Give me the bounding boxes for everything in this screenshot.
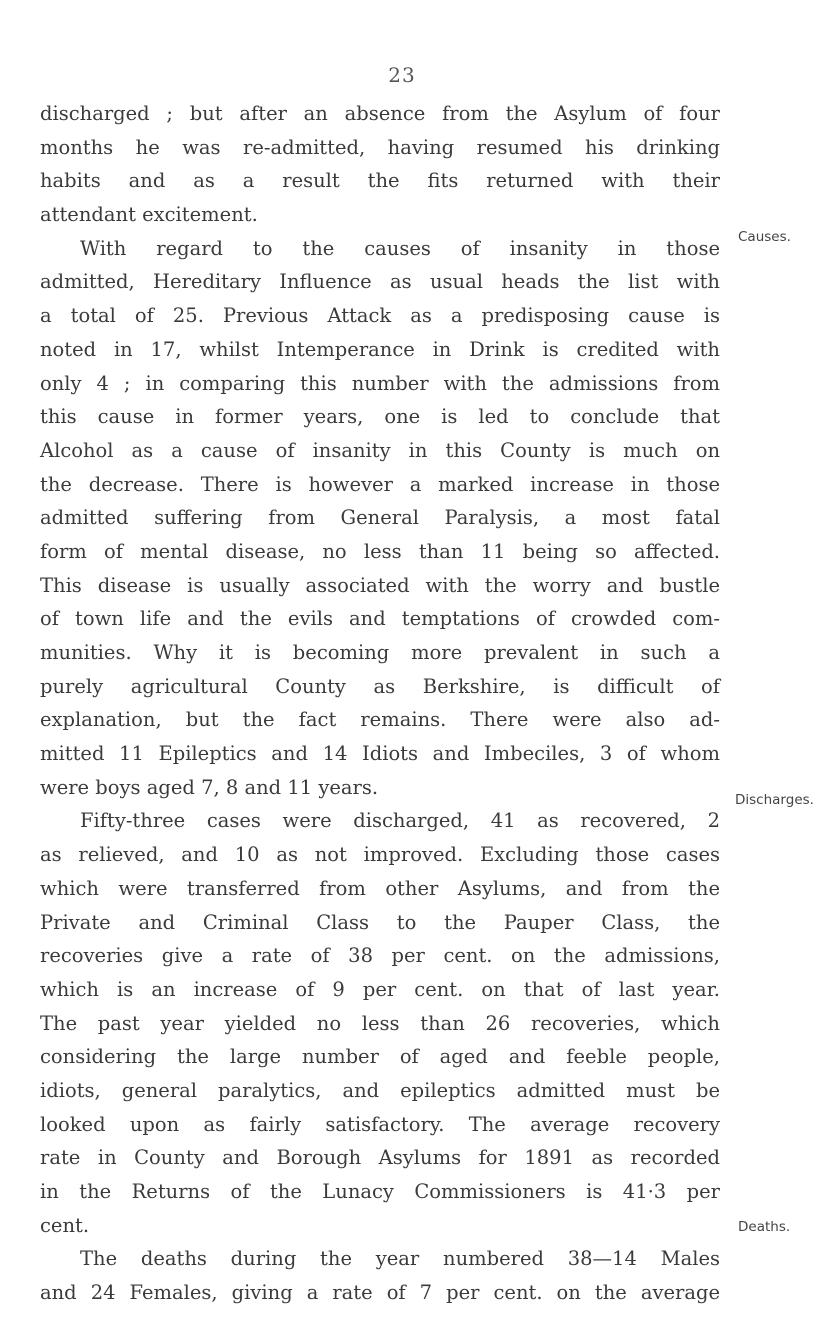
text-line: in the Returns of the Lunacy Commissioners is 41·3 per	[40, 1180, 720, 1203]
paragraph-causes-start: With regard to the causes of insanity in those	[80, 236, 720, 260]
body-text	[40, 97, 720, 1310]
text-line: Private and Criminal Class to the Pauper Class, the	[40, 910, 720, 934]
text-line: this cause in former years, one is led to conclude that	[40, 405, 720, 429]
text-line: attendant excitement.	[40, 203, 258, 227]
text-line: of town life and the evils and temptations of crowded com-	[40, 607, 720, 631]
text-line: discharged ; but after an absence from the Asylum of four	[40, 102, 720, 125]
text-line: This disease is usually associated with the worry and bustle	[40, 573, 720, 597]
text-line: purely agricultural County as Berkshire, is difficult of	[40, 674, 720, 698]
margin-note-discharges: Discharges.	[735, 792, 814, 808]
text-line: as relieved, and 10 as not improved. Excluding those cases	[40, 843, 720, 867]
paragraph-discharges-start: Fifty-three cases were discharged, 41 as recovered, 2	[80, 809, 720, 833]
text-line: mitted 11 Epileptics and 14 Idiots and Imbeciles, 3 of whom	[40, 742, 720, 766]
text-line: only 4 ; in comparing this number with the admissions from	[40, 371, 720, 395]
text-line: recoveries give a rate of 38 per cent. on the admissions,	[40, 944, 720, 968]
text-line: looked upon as fairly satisfactory. The average recovery	[40, 1112, 720, 1136]
text-line: explanation, but the fact remains. There were also ad-	[40, 708, 720, 732]
margin-note-causes: Causes.	[738, 229, 791, 245]
text-line: The past year yielded no less than 26 recoveries, which	[40, 1011, 720, 1035]
text-line: munities. Why it is becoming more prevalent in such a	[40, 641, 720, 664]
text-line: noted in 17, whilst Intemperance in Drink is credited with	[40, 337, 720, 361]
text-line: a total of 25. Previous Attack as a predisposing cause is	[40, 304, 720, 328]
text-line: months he was re-admitted, having resumed his drinking	[40, 135, 720, 159]
text-line: considering the large number of aged and feeble people,	[40, 1045, 720, 1069]
text-line: which is an increase of 9 per cent. on that of last year.	[40, 977, 720, 1001]
text-line: which were transferred from other Asylums, and from the	[40, 876, 720, 900]
text-line: admitted suffering from General Paralysis, a most fatal	[40, 506, 720, 530]
paragraph-deaths-start: The deaths during the year numbered 38—14 Males	[80, 1247, 720, 1271]
text-line: rate in County and Borough Asylums for 1891 as recorded	[40, 1146, 720, 1170]
text-line: idiots, general paralytics, and epileptics admitted must be	[40, 1078, 720, 1102]
margin-note-deaths: Deaths.	[738, 1219, 791, 1235]
text-line: were boys aged 7, 8 and 11 years.	[40, 775, 379, 799]
text-line: Alcohol as a cause of insanity in this County is much on	[40, 438, 720, 462]
text-line: the decrease. There is however a marked increase in those	[40, 472, 720, 496]
text-line: cent.	[40, 1213, 90, 1237]
text-line: and 24 Females, giving a rate of 7 per cent. on the average	[40, 1281, 720, 1305]
text-line: form of mental disease, no less than 11 being so affected.	[40, 539, 720, 563]
page-number: 23	[388, 63, 416, 87]
text-line: admitted, Hereditary Influence as usual heads the list with	[40, 270, 720, 294]
text-line: habits and as a result the fits returned with their	[40, 169, 720, 193]
